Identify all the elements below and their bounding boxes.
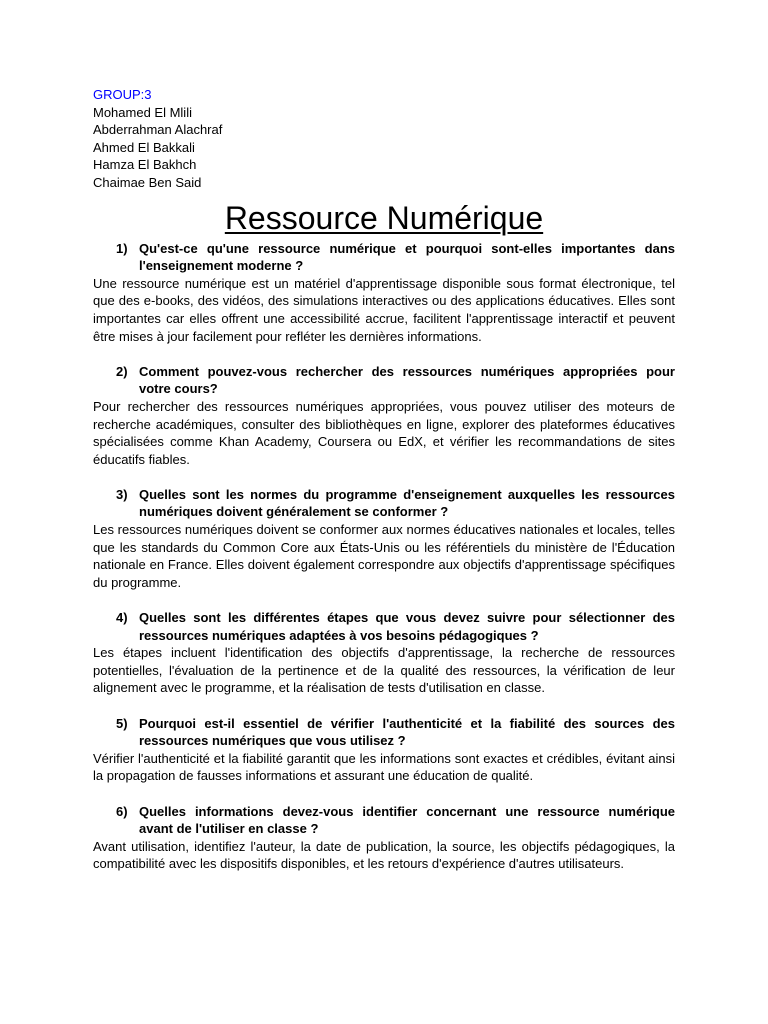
question <box>93 609 675 644</box>
answer-text: Les ressources numériques doivent se conformer aux normes éducatives nationales et locales, telles que les standards du Common Core aux États-Unis ou les référentiels du ministère de l'Éducation nationale en France. Elles doivent également correspondre aux objectifs d'apprentissage spécifiques du programme. <box>93 522 675 590</box>
question-text: Qu'est-ce qu'une ressource numérique et pourquoi sont-elles importantes dans l'enseignement moderne ? <box>139 240 675 274</box>
question-text: Quelles sont les normes du programme d'enseignement auxquelles les ressources numériques doivent généralement se conformer ? <box>139 486 675 520</box>
answer-text: Avant utilisation, identifiez l'auteur, la date de publication, la source, les objectifs pédagogiques, la compatibilité avec les dispositifs disponibles, et les retours d'expérience d'autres utilisateurs. <box>93 838 675 872</box>
question-number: 5) <box>116 715 128 731</box>
question-list <box>93 240 675 873</box>
qa-item <box>93 486 675 592</box>
member-name: Chaimae Ben Said <box>93 174 202 190</box>
question-number: 3) <box>116 486 128 502</box>
question-text: Quelles sont les différentes étapes que vous devez suivre pour sélectionner des ressources numériques adaptées à vos besoins pédagogiques ? <box>139 610 675 643</box>
answer-text: Vérifier l'authenticité et la fiabilité garantit que les informations sont exactes et crédibles, évitant ainsi la propagation de fausses informations et assurant une éducation de qualité. <box>93 750 675 784</box>
member-name: Ahmed El Bakkali <box>93 139 195 155</box>
question-number: 6) <box>116 803 128 819</box>
question-text: Quelles informations devez-vous identifier concernant une ressource numérique avant de l'utiliser en classe ? <box>139 803 675 837</box>
qa-item <box>93 240 675 346</box>
question <box>93 715 675 750</box>
question-number: 2) <box>116 363 128 379</box>
answer-text: Une ressource numérique est un matériel d'apprentissage disponible sous format électronique, tel que des e-books, des vidéos, des simulations interactives ou des applications éducatives. Elles sont importantes car elles offrent une accessibilité accrue, facilitent l'apprentissage interactif et peuvent être mises à jour facilement pour refléter les dernières informations. <box>93 275 675 344</box>
answer-text: Pour rechercher des ressources numériques appropriées, vous pouvez utiliser des moteurs de recherche académiques, consulter des bibliothèques en ligne, explorer des plateformes éducatives spécialisées comme Khan Academy, Coursera ou EdX, et vérifier les recommandations de sites éducatifs fiables. <box>93 398 675 467</box>
member-name: Abderrahman Alachraf <box>93 122 223 138</box>
question <box>93 486 675 521</box>
question-text: Comment pouvez-vous rechercher des ressources numériques appropriées pour votre cours? <box>139 363 675 397</box>
question <box>93 803 675 838</box>
qa-item <box>93 363 675 469</box>
qa-item <box>93 715 675 785</box>
qa-item <box>93 803 675 873</box>
qa-item <box>93 609 675 697</box>
question <box>93 240 675 275</box>
member-list <box>93 104 675 192</box>
question-number: 1) <box>116 240 128 256</box>
question-text: Pourquoi est-il essentiel de vérifier l'authenticité et la fiabilité des sources des ressources numériques que vous utilisez ? <box>139 715 675 749</box>
question <box>93 363 675 398</box>
document-title: Ressource Numérique <box>224 199 544 236</box>
question-number: 4) <box>116 610 128 626</box>
answer-text: Les étapes incluent l'identification des objectifs d'apprentissage, la recherche de ressources potentielles, l'évaluation de la pertinence et de la qualité des ressources, la vérification de leur alignement avec le programme, et la réalisation de tests d'utilisation en classe. <box>93 645 675 696</box>
group-label: GROUP:3 <box>93 87 152 102</box>
document-page <box>93 86 675 873</box>
member-name: Mohamed El Mlili <box>93 104 192 120</box>
member-name: Hamza El Bakhch <box>93 157 197 173</box>
